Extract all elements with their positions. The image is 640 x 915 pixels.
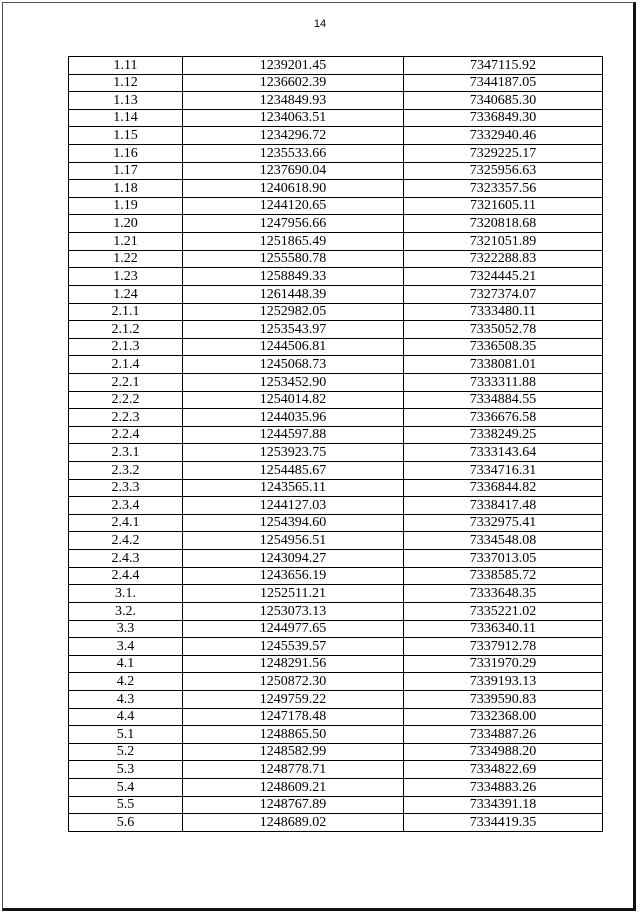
x-coordinate-cell: 1240618.90: [183, 180, 404, 198]
point-id-cell: 2.3.3: [69, 479, 183, 497]
x-coordinate-cell: 1243094.27: [183, 550, 404, 568]
table-row: [69, 708, 603, 726]
table-row: [69, 585, 603, 603]
point-id-cell: 1.19: [69, 197, 183, 215]
table-row: [69, 567, 603, 585]
x-coordinate-cell: 1253452.90: [183, 373, 404, 391]
y-coordinate-cell: 7334822.69: [404, 761, 603, 779]
point-id-cell: 1.17: [69, 162, 183, 180]
x-coordinate-cell: 1237690.04: [183, 162, 404, 180]
table-row: [69, 638, 603, 656]
y-coordinate-cell: 7334716.31: [404, 462, 603, 480]
y-coordinate-cell: 7334548.08: [404, 532, 603, 550]
y-coordinate-cell: 7339590.83: [404, 690, 603, 708]
table-row: [69, 814, 603, 832]
x-coordinate-cell: 1248767.89: [183, 796, 404, 814]
table-row: [69, 57, 603, 75]
page-number: 14: [313, 18, 327, 30]
x-coordinate-cell: 1251865.49: [183, 233, 404, 251]
x-coordinate-cell: 1247178.48: [183, 708, 404, 726]
y-coordinate-cell: 7322288.83: [404, 250, 603, 268]
point-id-cell: 1.16: [69, 145, 183, 163]
x-coordinate-cell: 1244597.88: [183, 426, 404, 444]
point-id-cell: 5.1: [69, 726, 183, 744]
x-coordinate-cell: 1244506.81: [183, 338, 404, 356]
table-row: [69, 303, 603, 321]
y-coordinate-cell: 7339193.13: [404, 673, 603, 691]
y-coordinate-cell: 7336844.82: [404, 479, 603, 497]
x-coordinate-cell: 1253543.97: [183, 321, 404, 339]
point-id-cell: 2.4.3: [69, 550, 183, 568]
point-id-cell: 1.14: [69, 109, 183, 127]
point-id-cell: 2.3.1: [69, 444, 183, 462]
point-id-cell: 3.2.: [69, 602, 183, 620]
y-coordinate-cell: 7321605.11: [404, 197, 603, 215]
y-coordinate-cell: 7332368.00: [404, 708, 603, 726]
table-row: [69, 673, 603, 691]
point-id-cell: 4.3: [69, 690, 183, 708]
x-coordinate-cell: 1250872.30: [183, 673, 404, 691]
table-row: [69, 761, 603, 779]
table-row: [69, 497, 603, 515]
point-id-cell: 1.11: [69, 57, 183, 75]
table-row: [69, 391, 603, 409]
point-id-cell: 5.4: [69, 778, 183, 796]
point-id-cell: 1.12: [69, 74, 183, 92]
point-id-cell: 4.2: [69, 673, 183, 691]
y-coordinate-cell: 7325956.63: [404, 162, 603, 180]
table-row: [69, 550, 603, 568]
x-coordinate-cell: 1254394.60: [183, 514, 404, 532]
x-coordinate-cell: 1248865.50: [183, 726, 404, 744]
point-id-cell: 2.1.3: [69, 338, 183, 356]
x-coordinate-cell: 1253073.13: [183, 602, 404, 620]
y-coordinate-cell: 7334884.55: [404, 391, 603, 409]
table-row: [69, 285, 603, 303]
table-row: [69, 338, 603, 356]
y-coordinate-cell: 7332975.41: [404, 514, 603, 532]
x-coordinate-cell: 1261448.39: [183, 285, 404, 303]
x-coordinate-cell: 1243656.19: [183, 567, 404, 585]
y-coordinate-cell: 7347115.92: [404, 57, 603, 75]
table-row: [69, 180, 603, 198]
x-coordinate-cell: 1234849.93: [183, 92, 404, 110]
x-coordinate-cell: 1255580.78: [183, 250, 404, 268]
point-id-cell: 1.21: [69, 233, 183, 251]
y-coordinate-cell: 7332940.46: [404, 127, 603, 145]
x-coordinate-cell: 1243565.11: [183, 479, 404, 497]
y-coordinate-cell: 7335052.78: [404, 321, 603, 339]
table-row: [69, 92, 603, 110]
y-coordinate-cell: 7338081.01: [404, 356, 603, 374]
point-id-cell: 1.13: [69, 92, 183, 110]
point-id-cell: 2.2.2: [69, 391, 183, 409]
y-coordinate-cell: 7338585.72: [404, 567, 603, 585]
table-row: [69, 514, 603, 532]
table-row: [69, 197, 603, 215]
x-coordinate-cell: 1236602.39: [183, 74, 404, 92]
point-id-cell: 2.1.1: [69, 303, 183, 321]
table-row: [69, 462, 603, 480]
x-coordinate-cell: 1248689.02: [183, 814, 404, 832]
y-coordinate-cell: 7336340.11: [404, 620, 603, 638]
y-coordinate-cell: 7329225.17: [404, 145, 603, 163]
table-row: [69, 778, 603, 796]
point-id-cell: 4.4: [69, 708, 183, 726]
point-id-cell: 2.4.4: [69, 567, 183, 585]
x-coordinate-cell: 1247956.66: [183, 215, 404, 233]
table-row: [69, 233, 603, 251]
point-id-cell: 1.15: [69, 127, 183, 145]
y-coordinate-cell: 7333480.11: [404, 303, 603, 321]
x-coordinate-cell: 1254485.67: [183, 462, 404, 480]
point-id-cell: 2.4.1: [69, 514, 183, 532]
x-coordinate-cell: 1258849.33: [183, 268, 404, 286]
table-row: [69, 145, 603, 163]
y-coordinate-cell: 7336849.30: [404, 109, 603, 127]
y-coordinate-cell: 7320818.68: [404, 215, 603, 233]
table-row: [69, 532, 603, 550]
table-row: [69, 268, 603, 286]
table-row: [69, 250, 603, 268]
point-id-cell: 2.1.2: [69, 321, 183, 339]
table-row: [69, 602, 603, 620]
x-coordinate-cell: 1245068.73: [183, 356, 404, 374]
x-coordinate-cell: 1244977.65: [183, 620, 404, 638]
table-row: [69, 74, 603, 92]
x-coordinate-cell: 1235533.66: [183, 145, 404, 163]
y-coordinate-cell: 7334391.18: [404, 796, 603, 814]
x-coordinate-cell: 1234063.51: [183, 109, 404, 127]
point-id-cell: 5.6: [69, 814, 183, 832]
table-row: [69, 726, 603, 744]
table-row: [69, 479, 603, 497]
point-id-cell: 1.20: [69, 215, 183, 233]
table-row: [69, 215, 603, 233]
x-coordinate-cell: 1248582.99: [183, 743, 404, 761]
y-coordinate-cell: 7340685.30: [404, 92, 603, 110]
table-row: [69, 127, 603, 145]
table-row: [69, 162, 603, 180]
x-coordinate-cell: 1244120.65: [183, 197, 404, 215]
x-coordinate-cell: 1253923.75: [183, 444, 404, 462]
table-row: [69, 690, 603, 708]
y-coordinate-cell: 7337912.78: [404, 638, 603, 656]
table-row: [69, 373, 603, 391]
point-id-cell: 4.1: [69, 655, 183, 673]
point-id-cell: 3.1.: [69, 585, 183, 603]
point-id-cell: 2.3.2: [69, 462, 183, 480]
y-coordinate-cell: 7338417.48: [404, 497, 603, 515]
y-coordinate-cell: 7333648.35: [404, 585, 603, 603]
table-row: [69, 321, 603, 339]
y-coordinate-cell: 7336676.58: [404, 409, 603, 427]
point-id-cell: 1.23: [69, 268, 183, 286]
point-id-cell: 1.22: [69, 250, 183, 268]
table-row: [69, 444, 603, 462]
y-coordinate-cell: 7331970.29: [404, 655, 603, 673]
y-coordinate-cell: 7321051.89: [404, 233, 603, 251]
y-coordinate-cell: 7335221.02: [404, 602, 603, 620]
table-row: [69, 356, 603, 374]
point-id-cell: 1.18: [69, 180, 183, 198]
point-id-cell: 2.2.3: [69, 409, 183, 427]
point-id-cell: 1.24: [69, 285, 183, 303]
point-id-cell: 2.1.4: [69, 356, 183, 374]
x-coordinate-cell: 1252511.21: [183, 585, 404, 603]
x-coordinate-cell: 1252982.05: [183, 303, 404, 321]
table-row: [69, 426, 603, 444]
x-coordinate-cell: 1254014.82: [183, 391, 404, 409]
y-coordinate-cell: 7334887.26: [404, 726, 603, 744]
x-coordinate-cell: 1254956.51: [183, 532, 404, 550]
y-coordinate-cell: 7327374.07: [404, 285, 603, 303]
table-row: [69, 620, 603, 638]
point-id-cell: 5.3: [69, 761, 183, 779]
table-row: [69, 796, 603, 814]
x-coordinate-cell: 1248609.21: [183, 778, 404, 796]
point-id-cell: 5.2: [69, 743, 183, 761]
point-id-cell: 5.5: [69, 796, 183, 814]
x-coordinate-cell: 1249759.22: [183, 690, 404, 708]
point-id-cell: 2.4.2: [69, 532, 183, 550]
y-coordinate-cell: 7333143.64: [404, 444, 603, 462]
y-coordinate-cell: 7334883.26: [404, 778, 603, 796]
table-row: [69, 109, 603, 127]
x-coordinate-cell: 1248291.56: [183, 655, 404, 673]
y-coordinate-cell: 7334419.35: [404, 814, 603, 832]
x-coordinate-cell: 1248778.71: [183, 761, 404, 779]
x-coordinate-cell: 1244127.03: [183, 497, 404, 515]
table-row: [69, 409, 603, 427]
point-id-cell: 2.3.4: [69, 497, 183, 515]
y-coordinate-cell: 7344187.05: [404, 74, 603, 92]
x-coordinate-cell: 1239201.45: [183, 57, 404, 75]
point-id-cell: 3.4: [69, 638, 183, 656]
point-id-cell: 2.2.1: [69, 373, 183, 391]
point-id-cell: 2.2.4: [69, 426, 183, 444]
y-coordinate-cell: 7323357.56: [404, 180, 603, 198]
table-row: [69, 655, 603, 673]
x-coordinate-cell: 1244035.96: [183, 409, 404, 427]
x-coordinate-cell: 1234296.72: [183, 127, 404, 145]
table-row: [69, 743, 603, 761]
y-coordinate-cell: 7333311.88: [404, 373, 603, 391]
y-coordinate-cell: 7338249.25: [404, 426, 603, 444]
point-id-cell: 3.3: [69, 620, 183, 638]
y-coordinate-cell: 7334988.20: [404, 743, 603, 761]
coordinates-table: [68, 56, 603, 832]
coordinates-table-body: [69, 57, 603, 832]
y-coordinate-cell: 7324445.21: [404, 268, 603, 286]
x-coordinate-cell: 1245539.57: [183, 638, 404, 656]
y-coordinate-cell: 7337013.05: [404, 550, 603, 568]
y-coordinate-cell: 7336508.35: [404, 338, 603, 356]
